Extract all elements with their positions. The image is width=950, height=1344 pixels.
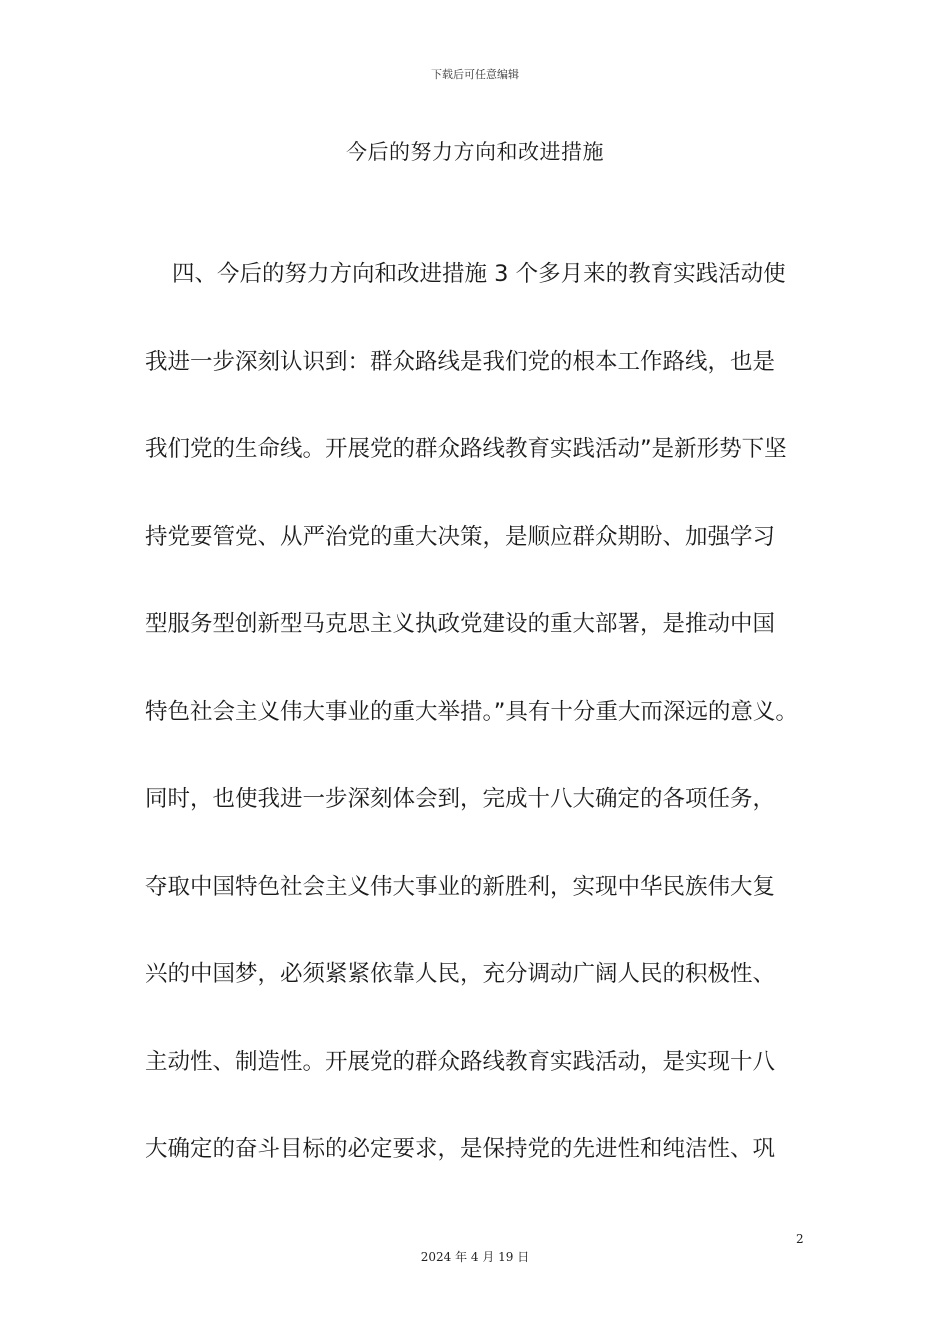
body-line: 我进一步深刻认识到：群众路线是我们党的根本工作路线，也是 — [145, 348, 776, 375]
page-number: 2 — [796, 1232, 804, 1246]
document-title: 今后的努力方向和改进措施 — [346, 140, 604, 164]
body-line: 同时，也使我进一步深刻体会到，完成十八大确定的各项任务， — [145, 786, 776, 812]
document-body — [145, 252, 825, 1215]
body-line: 我们党的生命线。开展党的群众路线教育实践活动”是新形势下坚 — [145, 436, 787, 462]
body-line: 兴的中国梦，必须紧紧依靠人民，充分调动广阔人民的积极性、 — [145, 961, 776, 987]
body-line: 型服务型创新型马克思主义执政党建设的重大部署，是推动中国 — [145, 611, 776, 637]
body-line: 大确定的奋斗目标的必定要求，是保持党的先进性和纯洁性、巩 — [145, 1136, 776, 1162]
body-line: 持党要管党、从严治党的重大决策，是顺应群众期盼、加强学习 — [145, 523, 776, 550]
body-line: 主动性、制造性。开展党的群众路线教育实践活动，是实现十八 — [145, 1048, 776, 1075]
body-line: 特色社会主义伟大事业的重大举措。”具有十分重大而深远的意义。 — [145, 698, 798, 725]
body-line: 夺取中国特色社会主义伟大事业的新胜利，实现中华民族伟大复 — [145, 873, 776, 900]
body-line: 四、今后的努力方向和改进措施 3 个多月来的教育实践活动使 — [172, 261, 786, 287]
footer-date: 2024 年 4 月 19 日 — [420, 1250, 530, 1264]
header-note: 下载后可任意编辑 — [431, 68, 519, 81]
